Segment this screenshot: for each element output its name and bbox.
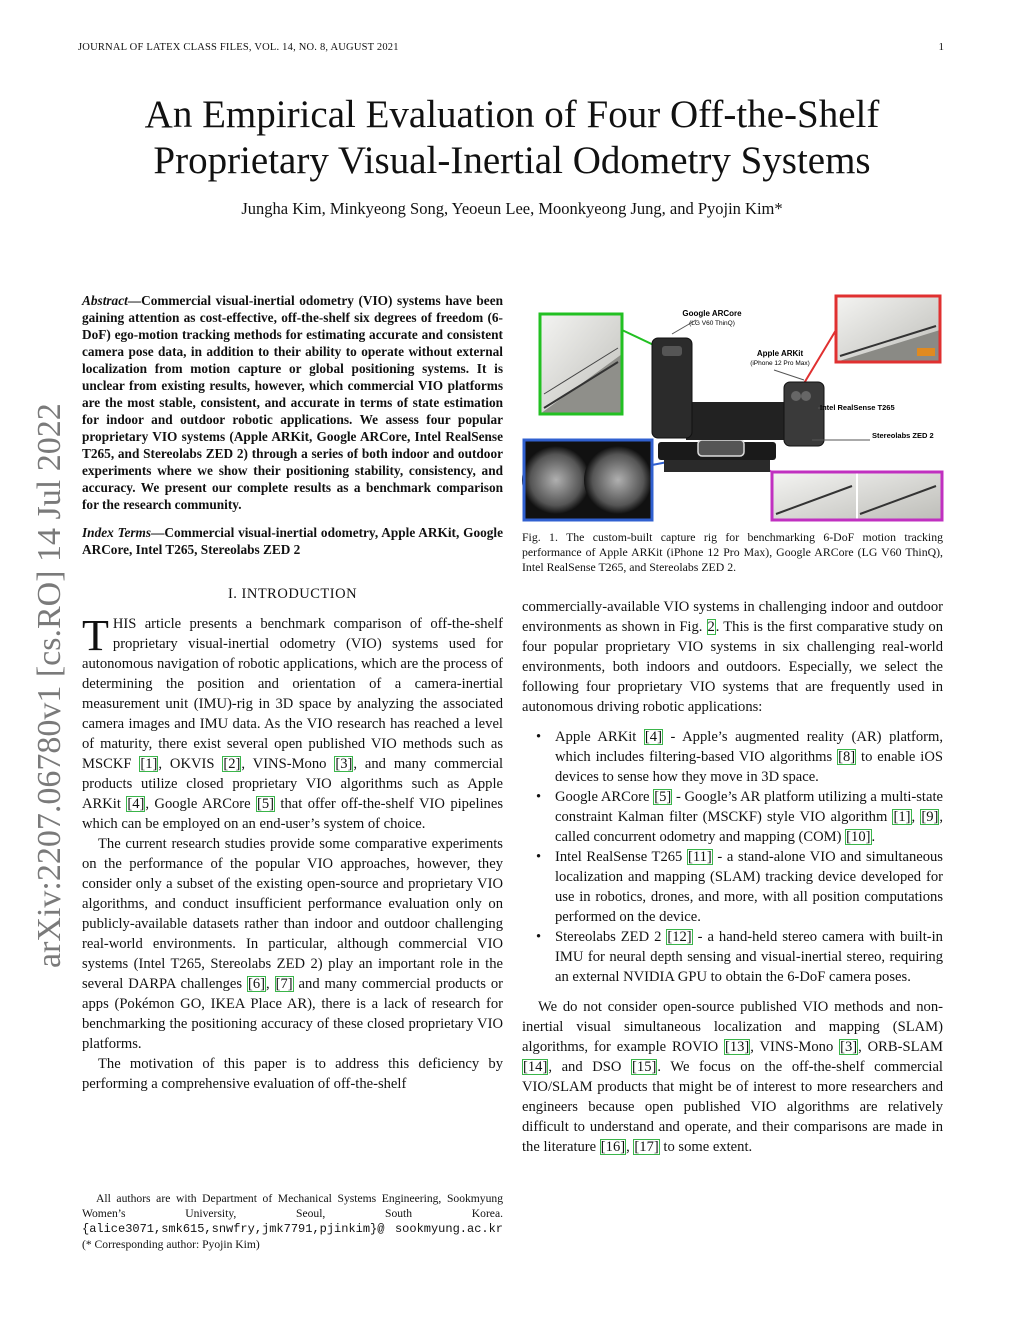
citation-link[interactable]: [10]: [846, 829, 871, 845]
text-run: ,: [626, 1139, 634, 1155]
text-run: , OKVIS: [158, 756, 223, 772]
right-column: [522, 597, 943, 1157]
text-run: , and DSO: [548, 1059, 632, 1075]
author-emails[interactable]: {alice3071,smk615,snwfry,jmk7791,pjinkim}@ sookmyung.ac.kr: [82, 1222, 503, 1236]
arcore-camera-view: [540, 314, 622, 414]
text-run: to some extent.: [659, 1139, 753, 1155]
citation-link[interactable]: [1]: [140, 756, 158, 772]
text-run: , VINS-Mono: [750, 1039, 840, 1055]
citation-link[interactable]: [13]: [724, 1039, 750, 1055]
index-terms-lead: Index Terms: [82, 525, 152, 540]
text-run: Google ARCore: [555, 789, 654, 805]
citation-link[interactable]: [5]: [257, 796, 275, 812]
citation-link[interactable]: [3]: [335, 756, 353, 772]
bullet-icon: [536, 727, 541, 747]
abstract-lead: Abstract: [82, 293, 128, 308]
capture-rig-illustration: [522, 290, 944, 522]
bullet-icon: [536, 927, 541, 947]
label-arcore-device: (LG V60 ThinQ): [689, 320, 735, 327]
citation-link[interactable]: [15]: [632, 1059, 657, 1075]
intro-paragraph-1: [82, 611, 504, 834]
text-run: to enable iOS devices to sense how they move in 3D space.: [555, 749, 943, 785]
abstract-text: —Commercial visual-inertial odometry (VIO) systems have been gaining attention as cost-effective, off-the-shelf six degrees of freedom (6-DoF) ego-motion tracking methods for estimating accurate and consistent camera pose data, in addition to their ability to operate without external localization from motion capture or global positioning systems. It is unclear from existing results, however, which commercial VIO platforms are the most stable, consistent, and accurate in terms of state estimation for indoor and outdoor robotic applications. We assess four popular proprietary VIO systems (Apple ARKit, Google ARCore, Intel RealSense T265, and Stereolabs ZED 2) through a series of both indoor and outdoor experiments where we show their positioning stability, consistency, and accuracy. We present our complete results as a benchmark comparison for the research community.: [82, 293, 503, 512]
text-run: that offer off-the-shelf VIO pipelines which can be employed on an end-user’s system of choice.: [82, 796, 504, 832]
text-run: and many commercial products or apps (Pokémon GO, IKEA Place AR), there is a lack of research for benchmarking the positioning accuracy of these closed proprietary VIO platforms.: [82, 976, 504, 1052]
author-list: Jungha Kim, Minkyeong Song, Yeoeun Lee, Moonkyeong Jung, and Pyojin Kim*: [241, 199, 783, 218]
list-item: [522, 847, 943, 927]
text-run: , Google ARCore: [145, 796, 256, 812]
citation-link[interactable]: [1]: [893, 809, 911, 825]
text-run: - a hand-held stereo camera with built-in IMU for neural depth sensing and visual-inertial stereo, requiring an external NVIDIA GPU to obtain the 6-DoF camera poses.: [555, 929, 943, 985]
citation-link[interactable]: [7]: [275, 976, 293, 992]
citation-link[interactable]: [2]: [223, 756, 241, 772]
text-run: . This is the first comparative study on four popular proprietary VIO systems in six challenging real-world environments, both indoors and outdoors. Especially, we select the following four proprietary VIO systems that are frequently used in autonomous driving robotic applications:: [522, 619, 943, 715]
text-run: ,: [911, 809, 921, 825]
arkit-camera-view: [836, 296, 940, 362]
text-run: Apple ARKit: [555, 729, 644, 745]
text-run: The current research studies provide some comparative experiments on the performance of the popular VIO approaches, however, they consider only a subset of the existing open-source and proprietary VIO algorithms, and conduct insufficient performance evaluation only on publicly-available datasets rather than indoor and outdoor challenging real-world environments. In particular, although commercial VIO systems (Intel T265, Stereolabs ZED 2) play an important role in the several DARPA challenges: [82, 836, 503, 992]
text-run: - Google’s AR platform utilizing a multi-state constraint Kalman filter (MSCKF) style VIO algorithm: [555, 789, 943, 825]
text-run: Stereolabs ZED 2: [555, 929, 667, 945]
text-run: , VINS-Mono: [241, 756, 335, 772]
citation-link[interactable]: [11]: [688, 849, 712, 865]
citation-link[interactable]: [16]: [600, 1139, 626, 1155]
text-run: commercially-available VIO systems in challenging indoor and outdoor environments as shown in Fig.: [522, 599, 943, 635]
right-paragraph-2: [522, 997, 943, 1157]
text-run: . We focus on the off-the-shelf commercial VIO/SLAM products that might be of interest to more researchers and engineers because open published VIO algorithms are relatively difficult to understand and operate, and their comparisons are made in the literature: [522, 1059, 943, 1155]
index-terms-text: —Commercial visual-inertial odometry, Apple ARKit, Google ARCore, Intel T265, Stereolabs ZED 2: [82, 525, 503, 557]
figure-reference-link[interactable]: 2: [707, 619, 715, 635]
text-run: HIS article presents a benchmark comparison of off-the-shelf proprietary visual-inertial odometry (VIO) systems used for autonomous navigation of robotic applications, which are the process of determining the position and orientation of a camera-inertial measurement unit (IMU)-rig in 3D space by analyzing the associated camera images and IMU data. As the VIO research has reached a level of maturity, there exist several open published VIO methods such as MSCKF: [82, 616, 503, 772]
text-run: .: [871, 829, 876, 845]
author-footnote: [82, 1191, 503, 1252]
text-run: We do not consider open-source published VIO methods and non-inertial visual simultaneous localization and mapping (SLAM) algorithms, for example ROVIO: [522, 999, 943, 1055]
intro-paragraph-3: The motivation of this paper is to address this deficiency by performing a comprehensive evaluation of off-the-shelf: [82, 1056, 503, 1092]
footnote-corresponding: (* Corresponding author: Pyojin Kim): [82, 1238, 260, 1251]
citation-link[interactable]: [4]: [644, 729, 662, 745]
text-run: , called concurrent odometry and mapping (COM): [555, 809, 944, 845]
figure-capture-rig: [522, 290, 944, 522]
running-header: JOURNAL OF LATEX CLASS FILES, VOL. 14, NO. 8, AUGUST 2021: [78, 42, 399, 53]
citation-link[interactable]: [14]: [523, 1059, 548, 1075]
left-column: [82, 292, 503, 1094]
text-run: Intel RealSense T265: [555, 849, 687, 865]
text-run: , and many commercial products utilize closed proprietary VIO algorithms such as Apple ARKit: [82, 756, 503, 812]
zed2-stereo-view: [772, 472, 942, 520]
text-run: ,: [266, 976, 275, 992]
bullet-icon: [536, 847, 541, 867]
citation-link[interactable]: [17]: [634, 1139, 659, 1155]
label-arkit: Apple ARKit: [756, 349, 804, 358]
footnote-text: All authors are with Department of Mechanical Systems Engineering, Sookmyung Women’s University, Seoul, South Korea.: [82, 1192, 503, 1220]
citation-link[interactable]: [6]: [248, 976, 266, 992]
label-arkit-device: (iPhone 12 Pro Max): [750, 360, 810, 367]
list-item: [522, 927, 943, 987]
bullet-icon: [536, 787, 541, 807]
paper-title: [0, 92, 1024, 184]
list-item: [522, 787, 943, 847]
drop-cap: T: [82, 611, 109, 660]
label-t265: Intel RealSense T265: [820, 403, 895, 412]
page-number: 1: [938, 41, 944, 53]
abstract: [82, 292, 503, 513]
citation-link[interactable]: [8]: [838, 749, 856, 765]
figure-caption: Fig. 1. The custom-built capture rig for benchmarking 6-DoF motion tracking performance of Apple ARKit (iPhone 12 Pro Max), Google ARCore (LG V60 ThinQ), Intel RealSense T265, and Stereolabs ZED 2.: [522, 530, 943, 574]
vio-systems-list: [522, 727, 943, 987]
index-terms: [82, 524, 503, 558]
text-run: - a stand-alone VIO and simultaneous localization and mapping (SLAM) tracking device developed for use in robotics, drones, and more, with all position computations performed on the device.: [555, 849, 943, 925]
section-heading-introduction: I. INTRODUCTION: [227, 586, 358, 602]
right-paragraph-1: [522, 597, 943, 717]
label-zed2: Stereolabs ZED 2: [872, 431, 934, 440]
text-run: - Apple’s augmented reality (AR) platform, which includes filtering-based VIO algorithms: [555, 729, 943, 765]
intro-paragraph-2: [82, 834, 503, 1054]
citation-link[interactable]: [4]: [127, 796, 145, 812]
title-line-2: Proprietary Visual-Inertial Odometry Systems: [153, 139, 871, 182]
citation-link[interactable]: [5]: [654, 789, 672, 805]
title-line-1: An Empirical Evaluation of Four Off-the-Shelf: [144, 93, 880, 136]
citation-link[interactable]: [3]: [840, 1039, 858, 1055]
citation-link[interactable]: [9]: [921, 809, 939, 825]
list-item: [522, 727, 943, 787]
text-run: , ORB-SLAM: [858, 1039, 943, 1055]
arxiv-stamp: arXiv:2207.06780v1 [cs.RO] 14 Jul 2022: [31, 403, 68, 968]
label-arcore: Google ARCore: [682, 309, 742, 318]
citation-link[interactable]: [12]: [667, 929, 692, 945]
t265-fisheye-view: [522, 440, 652, 520]
